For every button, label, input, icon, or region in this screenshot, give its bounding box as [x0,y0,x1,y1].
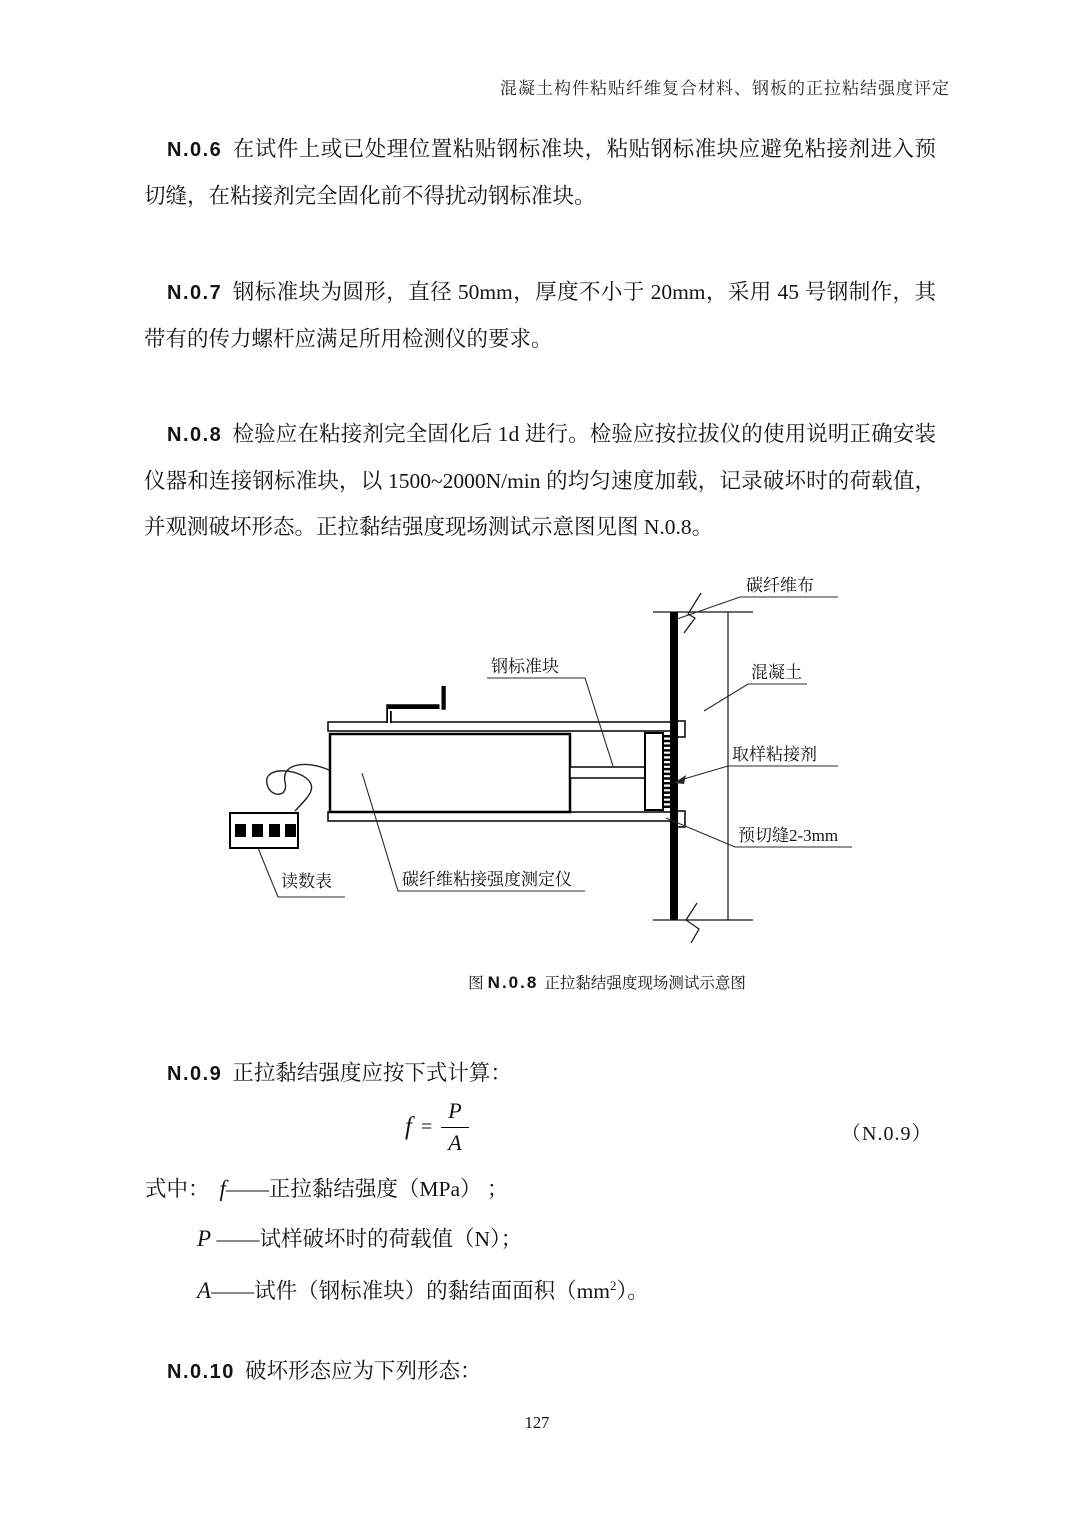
clause-number: N.0.7 [167,282,223,304]
where-label: 式中： [145,1177,210,1201]
figure-caption [417,971,797,993]
definition-superscript: 2 [610,1277,617,1293]
paragraph-n08 [144,411,936,550]
leader-concrete [704,684,807,711]
tester-handle [389,686,443,723]
definition-tail: ）。 [616,1279,649,1303]
figure-label-steel-block: 钢标准块 [491,657,559,676]
leader-adhesive [677,766,838,781]
readout-digit [235,824,246,837]
definition-P [197,1222,522,1253]
definition-A [197,1274,649,1305]
fraction-numerator: P [441,1098,468,1128]
clause-number: N.0.8 [167,424,223,446]
figure-label-tester: 碳纤维粘接强度测定仪 [402,870,572,889]
paragraph-n06 [144,126,936,219]
pull-rod [570,767,645,778]
clause-text: 正拉黏结强度应按下式计算： [232,1061,512,1085]
page-number: 127 [524,1413,550,1432]
break-symbol-top [684,593,701,633]
tester-top-plate [328,722,677,731]
leader-cfrp [677,597,838,619]
definition-f [145,1172,508,1203]
symbol-A: A [197,1278,212,1303]
fraction [441,1098,468,1156]
figure-label-adhesive: 取样粘接剂 [732,745,817,764]
tester-body [330,734,570,812]
definition-text: ——试样破坏时的荷载值（N）； [211,1227,523,1251]
figure-label-readout: 读数表 [281,872,332,891]
figure-label-precut: 预切缝2-3mm [738,826,839,845]
running-header: 混凝土构件粘贴纤维复合材料、钢板的正拉粘结强度评定 [500,79,950,98]
readout-cable [267,764,329,811]
carbon-fiber-layer [670,612,678,920]
break-symbol-bottom [686,903,699,943]
caption-number: N.0.8 [487,973,539,992]
definition-text: ——试件（钢标准块）的黏结面面积（mm [211,1279,611,1303]
clause-text: 钢标准块为圆形，直径 50mm，厚度不小于 20mm，采用 45 号钢制作，其带有的传力螺杆应满足所用检测仪的要求。 [144,280,936,351]
clause-text: 检验应在粘接剂完全固化后 1d 进行。检验应按拉拔仪的使用说明正确安装仪器和连接钢标准块，以 1500~2000N/min 的均匀速度加载，记录破坏时的荷载值，并观测破坏形态。正拉黏结强度现场测试示意图见图 N.0.8。 [144,422,936,539]
paragraph-n07 [144,269,936,362]
equation-lhs: f [405,1113,412,1140]
figure-diagram [225,555,865,960]
equation [405,1098,469,1156]
paragraph-n10 [144,1356,936,1387]
tester-top-lip [677,721,685,737]
readout-digit [285,824,296,837]
clause-number: N.0.9 [167,1063,223,1085]
equals-sign: = [420,1115,433,1138]
clause-number: N.0.10 [167,1361,235,1383]
tester-bottom-plate [328,812,677,821]
figure-label-cfrp: 碳纤维布 [746,576,814,595]
clause-text: 破坏形态应为下列形态： [244,1359,482,1383]
figure-label-concrete: 混凝土 [751,663,802,682]
readout-digit [252,824,263,837]
clause-number: N.0.6 [167,139,223,161]
readout-digit [269,824,280,837]
equation-number: （N.0.9） [841,1123,933,1145]
caption-text: 正拉黏结强度现场测试示意图 [544,975,746,992]
caption-prefix: 图 [468,975,484,992]
fraction-denominator: A [448,1130,462,1155]
symbol-f: f [219,1176,226,1201]
paragraph-n09 [144,1058,936,1089]
clause-text: 在试件上或已处理位置粘贴钢标准块，粘贴钢标准块应避免粘接剂进入预切缝，在粘接剂完全固化前不得扰动钢标准块。 [144,137,936,208]
symbol-P: P [197,1226,212,1251]
definition-text: ——正拉黏结强度（MPa） ； [225,1177,509,1201]
steel-standard-block [645,733,663,810]
